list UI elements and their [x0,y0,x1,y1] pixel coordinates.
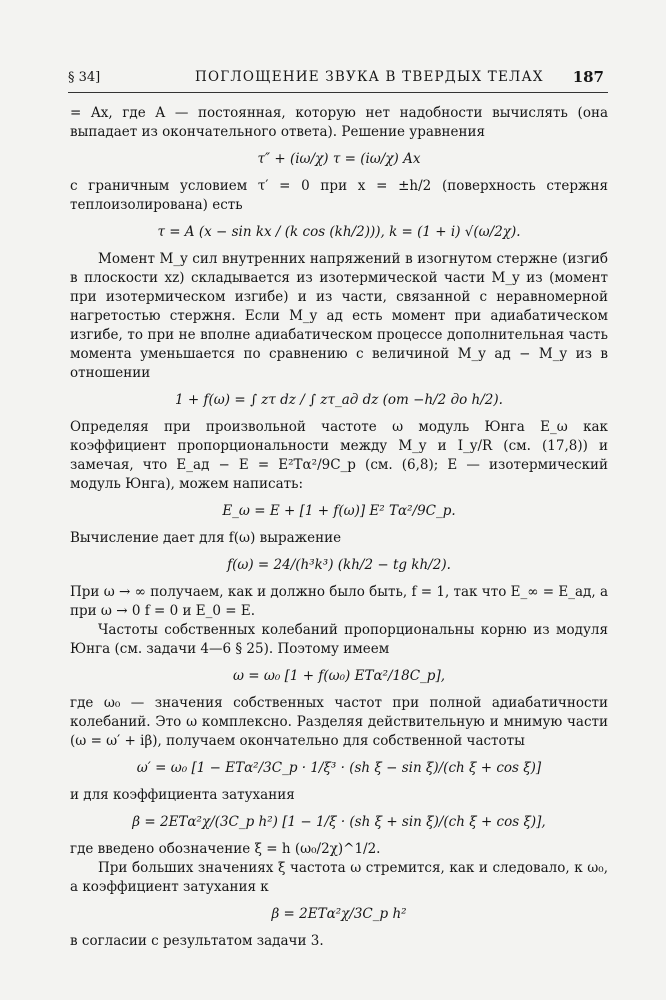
paragraph: = Ax, где A — постоянная, которую нет надобности вычислять (она выпадает из окончательного ответа). Решение уравнения [70,105,608,140]
paragraph: При больших значениях ξ частота ω стремится, как и следовало, к ω₀, а коэффициент затухания к [70,860,608,895]
equation-6: ω = ω₀ [1 + f(ω₀) ETα²/18C_p], [233,668,445,684]
paragraph: где введено обозначение ξ = h (ω₀/2χ)^1/2. [70,841,381,857]
running-header [68,68,608,92]
body-text [70,104,608,951]
page-number: 187 [572,68,604,86]
equation-2: τ = A (x − sin kx / (k cos (kh/2))), k = (1 + i) √(ω/2χ). [157,224,521,240]
header-rule [68,92,608,93]
paragraph: с граничным условием τ′ = 0 при x = ±h/2 (поверхность стержня теплоизолирована) есть [70,178,608,213]
paragraph: Момент M_y сил внутренних напряжений в изогнутом стержне (изгиб в плоскости xz) складывается из изотермической части M_y из (момент при изотермическом изгибе) и из части, связанной с неравномерной нагретостью стержня. Если M_y ад есть момент при адиабатическом изгибе, то при не вполне адиабатическом процессе дополнительная часть момента уменьшается по сравнению с величиной M_y ад − M_y из в отношении [70,251,608,381]
equation-8: β = 2ETα²χ/(3C_p h²) [1 − 1/ξ · (sh ξ + sin ξ)/(ch ξ + cos ξ)], [132,814,546,830]
paragraph: Вычисление дает для f(ω) выражение [70,530,342,546]
equation-4: E_ω = E + [1 + f(ω)] E² Tα²/9C_p. [222,503,456,519]
paragraph: и для коэффициента затухания [70,787,295,803]
paragraph: Определяя при произвольной частоте ω модуль Юнга E_ω как коэффициент пропорциональности между M_y и I_y/R (см. (17,8)) и замечая, что E_ад − E = E²Tα²/9C_p (см. (6,8); E — изотермический модуль Юнга), можем написать: [70,419,608,492]
equation-5: f(ω) = 24/(h³k³) (kh/2 − tg kh/2). [227,557,451,573]
section-ref: § 34] [68,70,101,85]
equation-9: β = 2ETα²χ/3C_p h² [271,906,407,922]
equation-3: 1 + f(ω) = ∫ zτ dz / ∫ zτ_ад dz (от −h/2 до h/2). [175,392,503,408]
equation-7: ω′ = ω₀ [1 − ETα²/3C_p · 1/ξ³ · (sh ξ − sin ξ)/(ch ξ + cos ξ)] [136,760,542,776]
paragraph: При ω → ∞ получаем, как и должно было быть, f = 1, так что E_∞ = E_ад, а при ω → 0 f = 0 и E_0 = E. [70,584,608,619]
paragraph: Частоты собственных колебаний пропорциональны корню из модуля Юнга (см. задачи 4—6 § 25). Поэтому имеем [70,622,608,657]
equation-1: τ″ + (iω/χ) τ = (iω/χ) Ax [257,151,421,167]
paragraph: в согласии с результатом задачи 3. [70,933,324,949]
paragraph: где ω₀ — значения собственных частот при полной адиабатичности колебаний. Это ω комплексно. Разделяя действительную и мнимую части (ω = ω′ + iβ), получаем окончательно для собственной частоты [70,695,608,749]
running-title: ПОГЛОЩЕНИЕ ЗВУКА В ТВЕРДЫХ ТЕЛАХ [195,69,544,85]
